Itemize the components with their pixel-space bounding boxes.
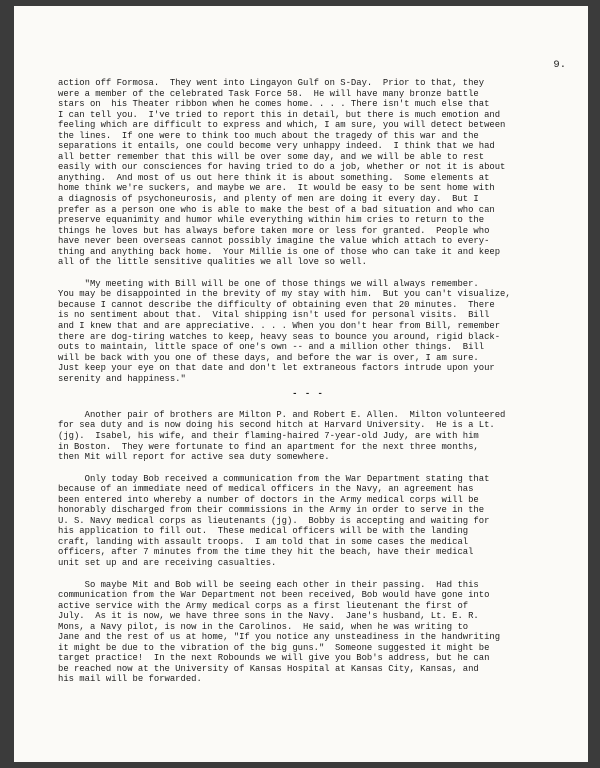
text-line: a diagnosis of psychoneurosis, and plenty of men are doing it every day. But I [58, 194, 479, 205]
text-line: separations it entails, one could become very unhappy indeed. I think that we had [58, 141, 495, 152]
text-line: be reached now at the University of Kansas Hospital at Kansas City, Kansas, and [58, 663, 479, 674]
paragraph-2-quote [58, 279, 558, 384]
text-line: because I cannot describe the difficulty of obtaining even that 20 minutes. There [58, 299, 495, 310]
text-line: his mail will be forwarded. [58, 674, 202, 685]
section-divider: - - - [292, 389, 324, 400]
text-line: were a member of the celebrated Task Force 58. He will have many bronze battle [58, 88, 479, 99]
text-line: U. S. Navy medical corps as lieutenants (jg). Bobby is accepting and waiting for [58, 515, 490, 526]
text-line: there are dog-tiring watches to keep, heavy seas to bounce you around, rigid black- [58, 331, 501, 342]
text-line: preserve equanimity and humor while everything within him cries to return to the [58, 215, 485, 226]
text-line: been entered into whereby a number of doctors in the Army medical corps will be [58, 494, 479, 505]
text-line: Another pair of brothers are Milton P. and Robert E. Allen. Milton volunteered [58, 409, 506, 420]
text-line: communication from the War Department not been received, Bob would have gone into [58, 590, 490, 601]
text-line: is no sentiment about that. Vital shipping isn't used for personal visits. Bill [58, 310, 490, 321]
text-line: July. As it is now, we have three sons in the Navy. Jane's husband, Lt. E. R. [58, 611, 479, 622]
text-line: for sea duty and is now doing his second hitch at Harvard University. He is a Lt. [58, 420, 495, 431]
text-line: stars on his Theater ribbon when he comes home. . . . There isn't much else that [58, 99, 490, 110]
text-line: I can tell you. I've tried to report this in detail, but there is much emotion and [58, 109, 501, 120]
text-line: the lines. If one were to think too much about the tragedy of this war and the [58, 130, 479, 141]
text-line: serenity and happiness." [58, 373, 186, 384]
text-line: craft, landing with assault troops. I am told that in some cases the medical [58, 536, 469, 547]
paragraph-4 [58, 474, 558, 569]
text-line: it might be due to the vibration of the big guns." Someone suggested it might be [58, 642, 490, 653]
text-line: active service with the Army medical corps as a first lieutenant the first of [58, 600, 469, 611]
page-number: 9. [553, 59, 566, 71]
text-line: easily with our consciences for having tried to do a job, whether or not it is about [58, 162, 506, 173]
text-line: Mons, a Navy pilot, is now in the Carolinos. He said, when he was writing to [58, 621, 469, 632]
text-line: You may be disappointed in the brevity of my stay with him. But you can't visualize, [58, 289, 511, 300]
text-line: (jg). Isabel, his wife, and their flaming-haired 7-year-old Judy, are with him [58, 430, 479, 441]
text-line: feeling which are difficult to express and which, I am sure, you will detect between [58, 120, 506, 131]
text-line: Only today Bob received a communication from the War Department stating that [58, 473, 490, 484]
text-line: outs to maintain, little space of one's own -- and a million other things. Bill [58, 342, 485, 353]
text-line: Jane and the rest of us at home, "If you notice any unsteadiness in the handwriting [58, 632, 501, 643]
text-line: "My meeting with Bill will be one of those things we will always remember. [58, 278, 479, 289]
text-line: thing and anything back home. Your Millie is one of those who can take it and keep [58, 246, 501, 257]
text-line: So maybe Mit and Bob will be seeing each other in their passing. Had this [58, 579, 479, 590]
text-line: then Mit will report for active sea duty somewhere. [58, 452, 330, 463]
text-line: have never been overseas cannot possibly imagine the value which attach to every- [58, 236, 490, 247]
text-line: target practice! In the next Robounds we will give you Bob's address, but he can [58, 653, 490, 664]
document-page [14, 6, 588, 762]
text-line: will be back with you one of these days, and before the war is over, I am sure. [58, 352, 479, 363]
text-line: and I knew that and are appreciative. . . . When you don't hear from Bill, remember [58, 321, 501, 332]
document-body [58, 78, 558, 685]
paragraph-1 [58, 78, 558, 268]
paragraph-5 [58, 580, 558, 685]
text-line: anything. And most of us out here think it is about something. Some elements at [58, 172, 490, 183]
text-line: because of an immediate need of medical officers in the Navy, an agreement has [58, 484, 474, 495]
text-line: honorably discharged from their commissions in the Army in order to serve in the [58, 505, 485, 516]
paragraph-3 [58, 410, 558, 463]
text-line: action off Formosa. They went into Lingayon Gulf on S-Day. Prior to that, they [58, 78, 485, 88]
text-line: Just keep your eye on that date and don't let extraneous factors intrude upon your [58, 363, 495, 374]
text-line: his application to fill out. These medical officers will be with the landing [58, 526, 469, 537]
text-line: all of the little sensitive qualities we all love so well. [58, 257, 367, 268]
text-line: things he loves but has always before taken more or less for granted. People who [58, 225, 490, 236]
text-line: prefer as a person one who is able to make the best of a bad situation and who can [58, 204, 495, 215]
text-line: officers, after 7 minutes from the time they hit the beach, have their medical [58, 547, 474, 558]
text-line: in Boston. They were fortunate to find an apartment for the next three months, [58, 441, 479, 452]
text-line: unit set up and are receiving casualties. [58, 557, 277, 568]
text-line: all better remember that this will be over some day, and we will be able to rest [58, 151, 485, 162]
text-line: home think we're suckers, and maybe we are. It would be easy to be sent home with [58, 183, 495, 194]
